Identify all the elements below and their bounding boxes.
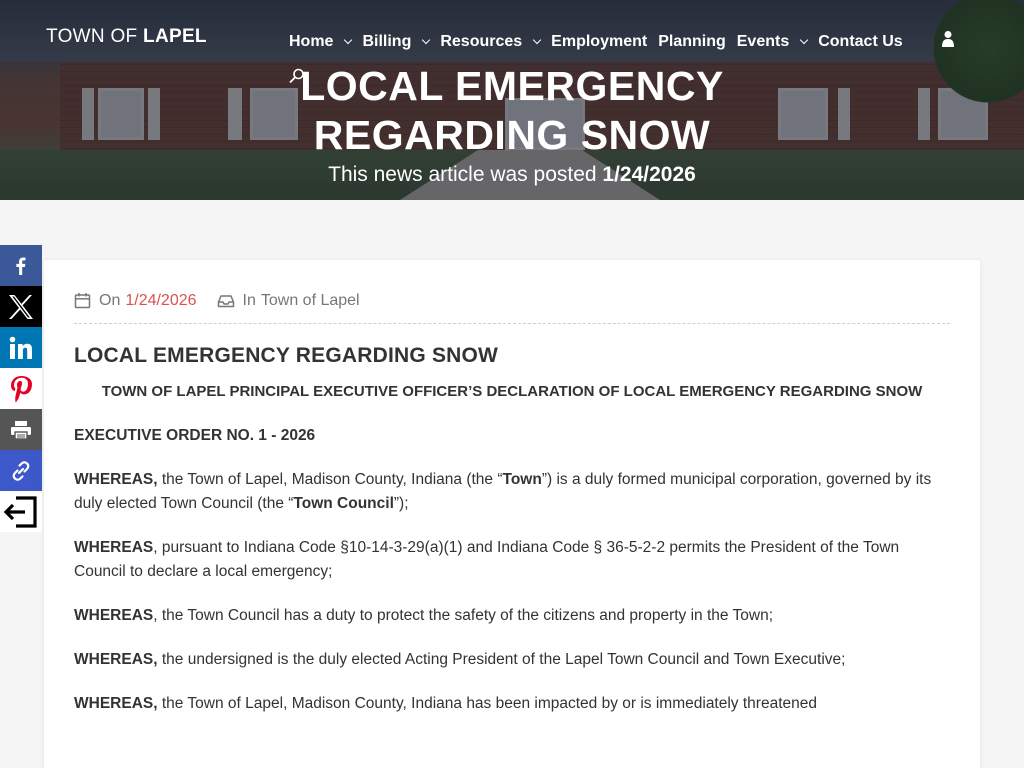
chevron-down-icon bbox=[344, 36, 352, 44]
copy-link-button[interactable] bbox=[0, 450, 42, 491]
nav-item-label: Resources bbox=[440, 33, 523, 50]
post-meta bbox=[74, 260, 950, 324]
nav-item-home[interactable] bbox=[289, 33, 351, 51]
paragraph-text: ”); bbox=[393, 495, 409, 512]
share-linkedin-button[interactable] bbox=[0, 327, 42, 368]
page-title bbox=[0, 62, 1024, 160]
main-nav bbox=[289, 31, 914, 53]
whereas-paragraph-2 bbox=[74, 536, 950, 584]
facebook-icon bbox=[11, 256, 31, 276]
social-share-bar bbox=[0, 245, 42, 532]
posted-date: 1/24/2026 bbox=[602, 163, 696, 186]
paragraph-text: the Town of Lapel, Madison County, Indiana has been impacted by or is immediately threatened bbox=[157, 695, 817, 712]
whereas-paragraph-5 bbox=[74, 692, 950, 716]
nav-item-planning[interactable] bbox=[658, 33, 726, 51]
post-category-link[interactable]: Town of Lapel bbox=[260, 291, 360, 309]
more-share-button[interactable] bbox=[0, 491, 42, 532]
executive-order-text: EXECUTIVE ORDER NO. 1 - 2026 bbox=[74, 427, 316, 444]
whereas-paragraph-3 bbox=[74, 604, 950, 628]
declaration-heading: TOWN OF LAPEL PRINCIPAL EXECUTIVE OFFICER’S DECLARATION OF LOCAL EMERGENCY REGARDING SNOW bbox=[101, 383, 923, 400]
article-card bbox=[44, 260, 980, 768]
paragraph-text: ”) is a duly formed municipal corporation, governed by its duly elected Town Council (the “ bbox=[74, 471, 932, 512]
posted-note bbox=[0, 163, 1024, 187]
inbox-icon bbox=[217, 293, 235, 309]
site-logo[interactable] bbox=[46, 26, 207, 48]
whereas-lead: WHEREAS, bbox=[74, 471, 158, 488]
logo-text-light: TOWN OF bbox=[46, 26, 144, 47]
share-facebook-button[interactable] bbox=[0, 245, 42, 286]
nav-item-label: Planning bbox=[658, 33, 726, 50]
nav-item-contact[interactable] bbox=[818, 33, 902, 51]
chevron-down-icon bbox=[422, 36, 430, 44]
nav-item-label: Events bbox=[736, 33, 790, 50]
paragraph-text: the Town of Lapel, Madison County, Indiana (the “ bbox=[157, 471, 503, 488]
print-button[interactable] bbox=[0, 409, 42, 450]
chevron-down-icon bbox=[533, 36, 541, 44]
nav-item-label: Employment bbox=[551, 33, 648, 50]
executive-order-number bbox=[74, 424, 950, 448]
nav-item-resources[interactable] bbox=[440, 33, 540, 51]
pinterest-icon bbox=[8, 374, 34, 404]
whereas-paragraph-4 bbox=[74, 648, 950, 672]
posted-prefix: This news article was posted bbox=[328, 163, 603, 186]
share-x-button[interactable] bbox=[0, 286, 42, 327]
paragraph-text: the undersigned is the duly elected Acting President of the Lapel Town Council and Town Executive; bbox=[157, 651, 846, 668]
print-icon bbox=[10, 420, 32, 440]
paragraph-text: , pursuant to Indiana Code §10-14-3-29(a)(1) and Indiana Code § 36-5-2-2 permits the President of the Town Council to declare a local emergency; bbox=[74, 539, 900, 580]
whereas-lead: WHEREAS, bbox=[74, 695, 158, 712]
whereas-lead: WHEREAS, bbox=[74, 651, 158, 668]
whereas-paragraph-1 bbox=[74, 468, 950, 516]
nav-item-label: Home bbox=[289, 33, 334, 50]
whereas-lead: WHEREAS bbox=[74, 539, 154, 556]
nav-item-events[interactable] bbox=[737, 33, 807, 51]
defined-term: Town bbox=[502, 471, 542, 488]
nav-item-employment[interactable] bbox=[551, 33, 647, 51]
post-date-link[interactable]: 1/24/2026 bbox=[125, 291, 197, 309]
paragraph-text: , the Town Council has a duty to protect the safety of the citizens and property in the Town; bbox=[153, 607, 774, 624]
link-icon bbox=[9, 459, 33, 483]
user-icon[interactable] bbox=[941, 30, 955, 48]
meta-on-label: On bbox=[99, 291, 121, 309]
chevron-down-icon bbox=[800, 36, 808, 44]
hero-banner bbox=[0, 0, 1024, 200]
defined-term: Town Council bbox=[293, 495, 394, 512]
post-meta-category bbox=[217, 292, 360, 310]
post-meta-date bbox=[74, 292, 197, 310]
share-pinterest-button[interactable] bbox=[0, 368, 42, 409]
nav-item-billing[interactable] bbox=[362, 33, 429, 51]
post-title: LOCAL EMERGENCY REGARDING SNOW bbox=[74, 344, 499, 367]
meta-in-label: In bbox=[242, 291, 256, 309]
logo-text-bold: LAPEL bbox=[143, 26, 207, 47]
page-title-line: LOCAL EMERGENCY bbox=[300, 63, 724, 109]
nav-item-label: Billing bbox=[362, 33, 412, 50]
whereas-lead: WHEREAS bbox=[74, 607, 154, 624]
x-icon bbox=[6, 292, 36, 322]
exit-icon bbox=[3, 494, 39, 530]
linkedin-icon bbox=[8, 335, 34, 361]
calendar-icon bbox=[74, 292, 91, 309]
page-title-line: REGARDING SNOW bbox=[313, 112, 711, 158]
nav-item-label: Contact Us bbox=[818, 33, 903, 50]
